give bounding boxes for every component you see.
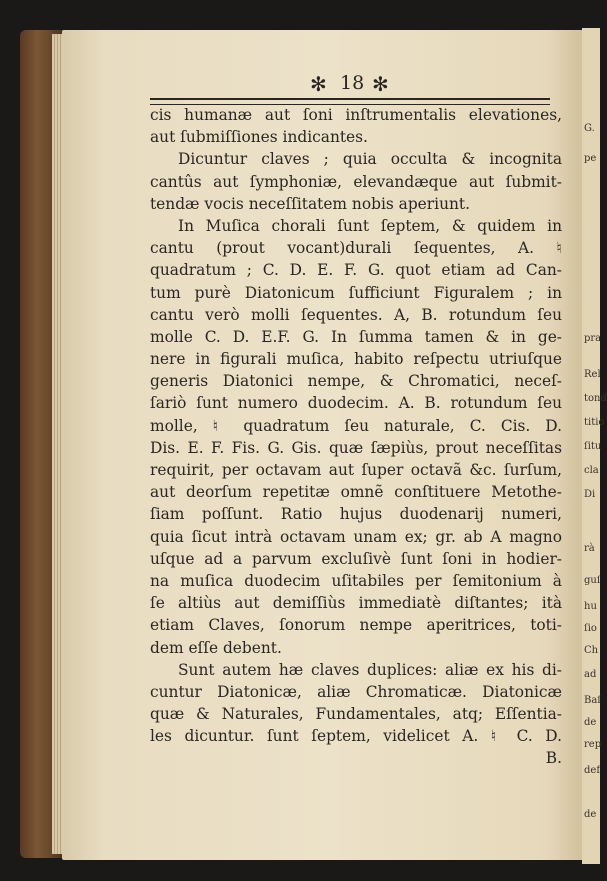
adjacent-page-strip [582,28,607,864]
text-line: etiam Claves, ſonorum nempe aperitrices, toti- [150,616,562,635]
adjacent-fragment: titio [584,417,605,428]
page-header [150,66,550,106]
catchword: B. [545,749,562,768]
ornament-left: ✻ [310,72,327,96]
text-line: nere in figurali muſica, habito reſpectu utriuſque [150,350,562,369]
text-line: tum purè Diatonicum ſufficiunt Figuralem ; in [150,283,562,302]
text-line: aut ſubmiſſiones indicantes. [150,128,368,147]
text-line: requirit, per octavam aut ſuper octavã &c. ſurſum, [150,461,562,479]
adjacent-fragment: pra [584,333,602,344]
text-line: Sunt autem hæ claves duplices: aliæ ex his di- [178,660,562,679]
text-line: quæ & Naturales, Fundamentales, atq; Eſſentia- [150,705,562,724]
adjacent-fragment: Di [584,489,596,500]
adjacent-fragment: tond [584,393,607,404]
text-line: uſque ad a parvum excluſivè ſunt ſoni in hodier- [150,549,562,568]
adjacent-fragment: ſitu [584,441,602,452]
text-line: molle C. D. E.F. G. In ſumma tamen & in ge- [150,327,562,346]
text-line: tendæ vocis neceſſitatem nobis aperiunt. [150,194,470,213]
adjacent-fragment: ſio [584,623,597,634]
adjacent-fragment: cla [584,465,599,476]
text-line: aut deorſum repetitæ omnẽ conſtituere Metothe- [150,483,562,502]
adjacent-fragment: Baſ [584,695,602,706]
text-line: quadratum ; C. D. E. F. G. quot etiam ad Can- [150,261,562,280]
adjacent-fragment: Rel [584,369,601,380]
text-line: quia ſicut intrà octavam unam ex; gr. ab A magno [150,527,562,546]
text-line: cantûs aut ſymphoniæ, elevandæque aut ſubmit- [150,172,562,191]
text-line: generis Diatonici nempe, & Chromatici, neceſ- [150,372,562,391]
text-line: cantu verò molli ſequentes. A, B. rotundum ſeu [150,305,562,324]
adjacent-fragment: Ch [584,645,599,656]
adjacent-fragment: de [584,809,597,820]
body-text [150,104,562,770]
text-line: ſariò ſunt numero duodecim. A. B. rotundum ſeu [150,394,562,413]
adjacent-fragment: rà [584,543,595,554]
ornament-right: ✻ [372,72,389,96]
text-line: cis humanæ aut ſoni inſtrumentalis elevationes, [150,106,562,124]
adjacent-fragment: ad [584,669,597,680]
adjacent-fragment: guſ [584,575,601,586]
adjacent-fragment: de [584,717,597,728]
text-line: cantu (prout vocant)durali ſequentes, A. ♮ [150,239,562,258]
text-line: les dicuntur. ſunt ſeptem, videlicet A. ♮ C. D. [150,727,562,746]
text-line: molle, ♮ quadratum ſeu naturale, C. Cis. D. [150,416,562,435]
text-line: Dicuntur claves ; quia occulta & incognita [178,150,562,169]
adjacent-fragment: hu [584,601,597,612]
text-line: Dis. E. F. Fis. G. Gis. quæ ſæpiùs, prout neceſſitas [150,438,562,457]
text-line: dem eſſe debent. [150,638,282,657]
text-line: ſiam poſſunt. Ratio hujus duodenarij numeri, [150,505,562,524]
adjacent-fragment: G. [584,123,595,134]
text-line: In Muſica chorali ſunt ſeptem, & quidem in [178,216,562,235]
page-number: 18 [340,72,365,94]
adjacent-fragment: pe [584,153,597,164]
text-line: cuntur Diatonicæ, aliæ Chromaticæ. Diatonicæ [150,682,562,701]
adjacent-fragment: rep [584,739,602,750]
text-line: na muſica duodecim uſitabiles per ſemitonium à [150,571,562,590]
adjacent-fragment: def [584,765,601,776]
text-line: ſe altiùs aut demiſſiùs immediatè diſtantes; ità [150,594,562,613]
